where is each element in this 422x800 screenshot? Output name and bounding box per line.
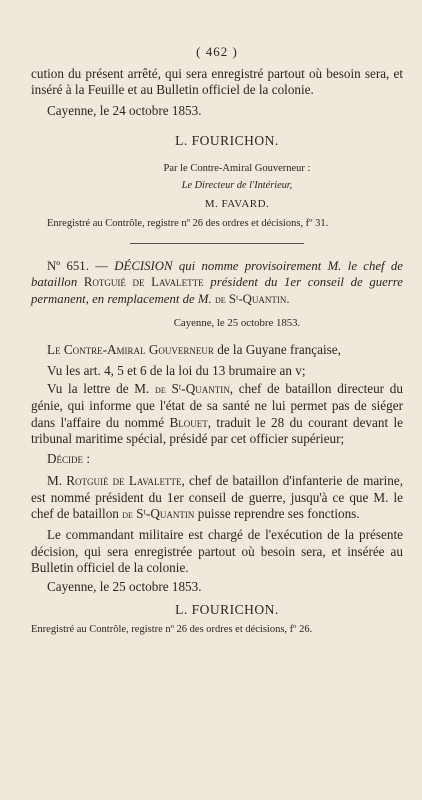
decision-heading: Nº 651. — DÉCISION qui nomme provisoirement M. le chef de bataillon Rotguié de Lavalette président du 1er conseil de guerre permanent, en remplacement de M. de Sᵗ-Quantin. <box>31 258 403 306</box>
directeur-interieur: Le Directeur de l'Intérieur, <box>181 179 293 191</box>
decision-title-a: DÉCISION qui nomme provisoirement M. le chef de bataillon <box>31 258 403 290</box>
favard-signature: M. FAVARD. <box>204 197 270 210</box>
registration-2: Enregistré au Contrôle, registre nº 26 des ordres et décisions, fº 26. <box>31 623 313 635</box>
preamble: Le Contre-Amiral Gouverneur de la Guyane française, <box>47 342 341 358</box>
page-number: ( 462 ) <box>196 44 238 59</box>
vu-1: Vu les art. 4, 5 et 6 de la loi du 13 brumaire an v; <box>47 362 306 378</box>
section-divider <box>130 243 304 244</box>
par-le-gouverneur: Par le Contre-Amiral Gouverneur : <box>163 162 311 174</box>
signature-2: L. FOURICHON. <box>175 601 279 617</box>
decision-date: Cayenne, le 25 octobre 1853. <box>173 317 301 330</box>
decision-name-1: Rotguié de Lavalette <box>83 275 204 290</box>
signature-1: L. FOURICHON. <box>175 132 279 148</box>
registration-1: Enregistré au Contrôle, registre nº 26 des ordres et décisions, fº 31. <box>47 217 329 229</box>
article-1: M. Rotguié de Lavalette, chef de bataillon d'infanterie de marine, est nommé président du 1er conseil de guerre, jusqu'à ce que M. le chef de bataillon de Sᵗ-Quantin puisse reprendre ses fonctions. <box>31 473 403 522</box>
decision-number: Nº 651. <box>47 258 89 273</box>
dateline-1: Cayenne, le 24 octobre 1853. <box>47 102 202 118</box>
intro-paragraph: cution du présent arrêté, qui sera enregistré partout où besoin sera, et inséré à la Feuille et au Bulletin officiel de la colonie. <box>31 66 403 98</box>
article-2: Le commandant militaire est chargé de l'exécution de la présente décision, qui sera enregistrée partout où besoin sera, et insérée au Bulletin officiel de la colonie. <box>31 527 403 575</box>
decision-name-2: Sᵗ-Quantin. <box>225 291 290 306</box>
vu-2: Vu la lettre de M. de Sᵗ-Quantin, chef de bataillon directeur du génie, qui informe que l'état de sa santé ne lui permet pas de siéger dans l'affaire du nommé Blouet, traduit le 28 du courant devant le tribunal maritime spécial, présidé par cet officier supérieur; <box>31 380 403 446</box>
decide-label: Décide : <box>47 451 90 467</box>
dateline-2: Cayenne, le 25 octobre 1853. <box>47 579 202 595</box>
